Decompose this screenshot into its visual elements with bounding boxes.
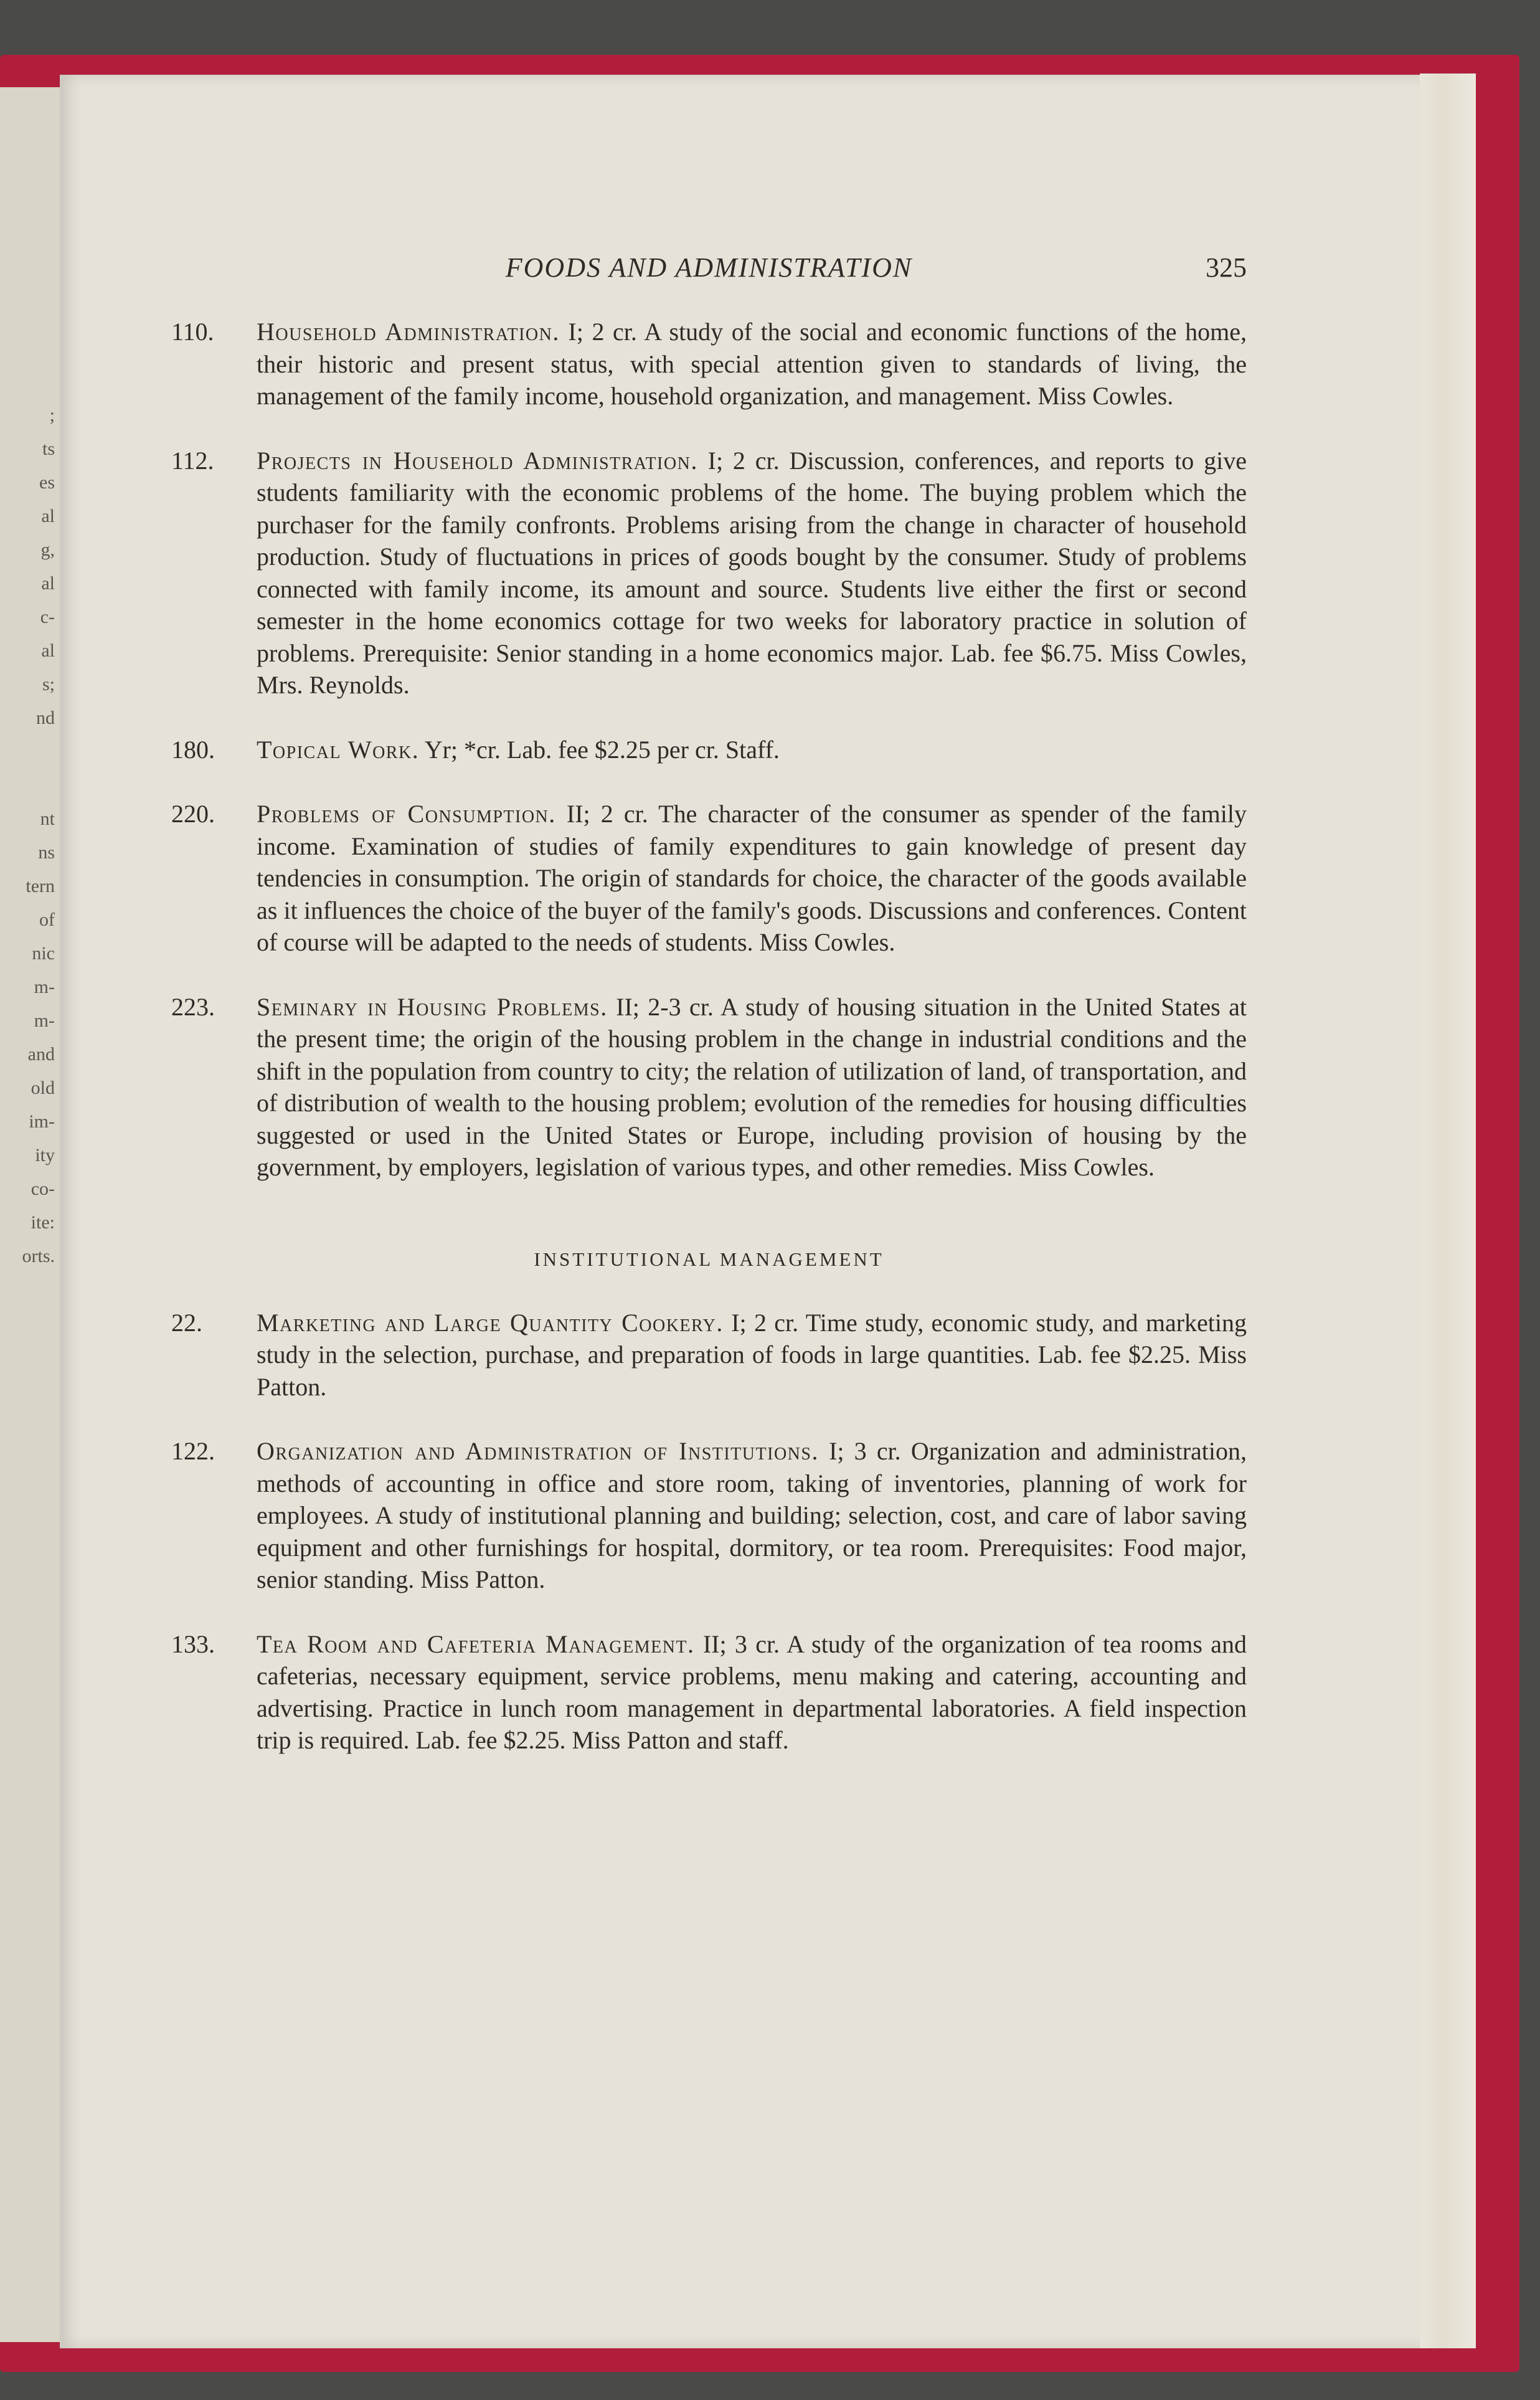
course-number: 223.	[171, 992, 215, 1021]
section-heading: INSTITUTIONAL MANAGEMENT	[534, 1248, 884, 1270]
course-entry	[171, 1435, 1247, 1596]
facing-page-fragment: old	[31, 1078, 55, 1098]
facing-page-fragment: ite:	[31, 1212, 55, 1233]
facing-page-fragment: s;	[42, 674, 55, 695]
facing-page-fragment: g,	[40, 539, 55, 560]
facing-page-fragment: m-	[34, 1010, 55, 1031]
facing-page-fragment: ;	[49, 405, 55, 425]
course-entry	[171, 445, 1247, 701]
facing-page-fragment: al	[41, 506, 55, 526]
facing-page-fragments	[5, 399, 55, 1273]
course-title: Seminary in Housing Problems.	[257, 992, 608, 1021]
course-title: Household Administration.	[257, 318, 560, 346]
course-entry	[171, 1307, 1247, 1403]
course-title: Topical Work.	[257, 735, 420, 764]
facing-page-fragment: ts	[42, 439, 55, 459]
course-description: Yr; *cr. Lab. fee $2.25 per cr. Staff.	[419, 735, 780, 764]
course-number: 110.	[171, 318, 214, 346]
course-entry	[171, 991, 1247, 1183]
facing-page-fragment: and	[27, 1044, 55, 1065]
course-description: I; 2 cr. Time study, economic study, and marketing study in the selection, purchase, and preparation of foods in large quantities. Lab. fee $2.25. Miss Patton.	[257, 1308, 1247, 1401]
facing-page-fragment: c-	[40, 607, 55, 627]
course-description: II; 2-3 cr. A study of housing situation in the United States at the present time; the origin of the housing problem in the change in industrial conditions and the shift in the population from country to city; the relation of utilization of land, of transportation, and of distribution of wealth to the housing problem; evolution of the remedies for housing difficulties suggested or used in the United States or Europe, including provision of housing by the government, by employers, legislation of various types, and other remedies. Miss Cowles.	[257, 992, 1247, 1181]
facing-page-fragment: nt	[40, 809, 55, 829]
course-title: Tea Room and Cafeteria Management.	[257, 1629, 695, 1658]
facing-page-fragment: m-	[34, 977, 55, 997]
facing-page-fragment: nd	[36, 708, 55, 728]
running-title: FOODS AND ADMINISTRATION	[505, 252, 913, 283]
page-content	[171, 246, 1247, 1789]
course-title: Marketing and Large Quantity Cookery.	[257, 1308, 724, 1337]
facing-page-fragment	[5, 769, 55, 802]
course-entry	[171, 1628, 1247, 1757]
facing-page-fragment: ns	[38, 842, 55, 863]
course-description: I; 3 cr. Organization and administration, methods of accounting in office and store room, taking of inventories, planning of work for employees. A study of institutional planning and building; selection, cost, and care of labor saving equipment and other furnishings for hospital, dormitory, or tea room. Prerequisites: Food major, senior standing. Miss Patton.	[257, 1437, 1247, 1593]
course-entry	[171, 734, 1247, 766]
course-description: I; 2 cr. Discussion, conferences, and reports to give students familiarity with the economic problems of the home. The buying problem which the purchaser for the family confronts. Problems arising from the change in character of household production. Study of fluctuations in prices of goods bought by the consumer. Study of problems connected with family income, its amount and source. Students live either the first or second semester in the home economics cottage for two weeks for laboratory practice in solution of problems. Prerequisite: Senior standing in a home economics major. Lab. fee $6.75. Miss Cowles, Mrs. Reynolds.	[257, 446, 1247, 699]
course-list-part1	[171, 316, 1247, 1183]
facing-page-fragment: tern	[26, 876, 55, 896]
facing-page-fragment: es	[39, 472, 55, 493]
course-title: Projects in Household Administration.	[257, 446, 698, 475]
course-description: I; 2 cr. A study of the social and economic functions of the home, their historic and present status, with special attention given to standards of living, the management of the family income, household organization, and management. Miss Cowles.	[257, 318, 1247, 410]
facing-page-fragment: im-	[29, 1111, 55, 1132]
course-title: Organization and Administration of Institutions.	[257, 1437, 819, 1465]
facing-page-fragment: al	[41, 573, 55, 594]
facing-page-fragment: al	[41, 640, 55, 661]
course-number: 122.	[171, 1437, 215, 1465]
course-number: 180.	[171, 735, 215, 764]
course-description: II; 3 cr. A study of the organization of tea rooms and cafeterias, necessary equipment, service problems, menu making and catering, accounting and advertising. Practice in lunch room management in departmental laboratories. A field inspection trip is required. Lab. fee $2.25. Miss Patton and staff.	[257, 1629, 1247, 1754]
course-list-part2	[171, 1307, 1247, 1757]
facing-page-fragment: ity	[35, 1145, 55, 1165]
course-entry	[171, 316, 1247, 412]
facing-page-edge	[0, 87, 62, 2342]
course-number: 22.	[171, 1308, 202, 1337]
course-entry	[171, 798, 1247, 959]
page-number: 325	[1206, 252, 1247, 283]
facing-page-fragment: of	[39, 909, 55, 930]
course-number: 133.	[171, 1629, 215, 1658]
facing-page-fragment: nic	[32, 943, 55, 964]
course-description: II; 2 cr. The character of the consumer as spender of the family income. Examination of studies of family expenditures to gain knowledge of present day tendencies in consumption. The origin of standards for choice, the character of the goods available as it influences the choice of the buyer of the family's goods. Discussions and conferences. Content of course will be adapted to the needs of students. Miss Cowles.	[257, 800, 1247, 956]
course-title: Problems of Consumption.	[257, 800, 556, 828]
running-head	[171, 246, 1247, 290]
facing-page-fragment: co-	[31, 1179, 55, 1199]
course-number: 220.	[171, 800, 215, 828]
course-number: 112.	[171, 446, 214, 475]
facing-page-fragment: orts.	[22, 1246, 55, 1266]
facing-page-fragment	[5, 735, 55, 769]
page-stack-edge	[1420, 74, 1476, 2348]
